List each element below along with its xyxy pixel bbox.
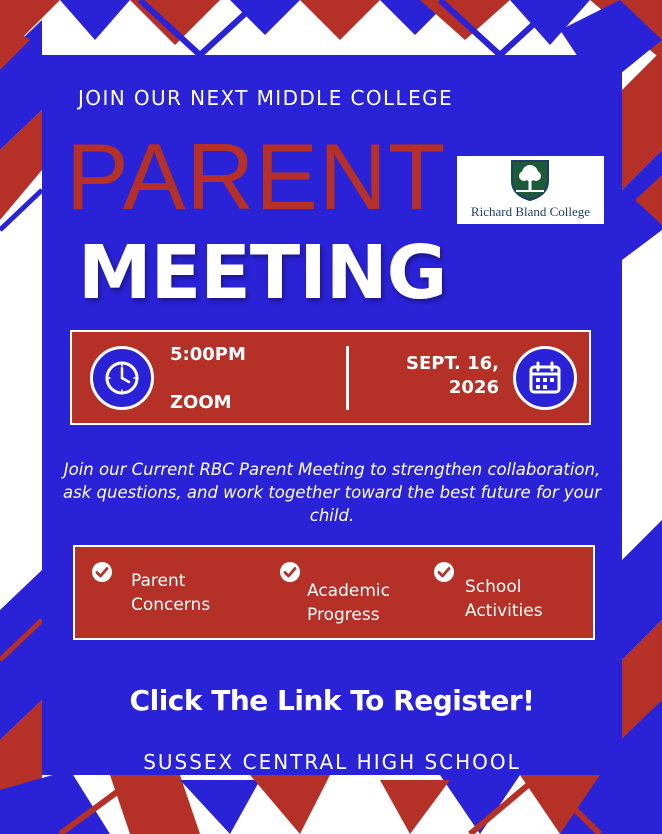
topic-label: School Activities [465, 577, 543, 621]
school-name: SUSSEX CENTRAL HIGH SCHOOL [143, 750, 521, 774]
title-meeting: MEETING [78, 230, 447, 316]
event-location: ZOOM [170, 392, 232, 413]
event-date: SEPT. 16, 2026 [406, 353, 499, 398]
title-parent: PARENT [66, 124, 447, 229]
checkmark-icon [91, 561, 113, 583]
event-time: 5:00PM [170, 344, 246, 365]
info-divider [346, 346, 349, 410]
topics-box [73, 545, 595, 640]
checkmark-icon [279, 561, 301, 583]
college-logo-text: Richard Bland College [470, 204, 591, 219]
topic-label: Parent Concerns [131, 571, 211, 615]
college-logo [457, 156, 604, 224]
calendar-icon [513, 346, 577, 410]
college-crest-logo [510, 159, 550, 201]
topic-label: Academic Progress [307, 581, 390, 625]
event-description: Join our Current RBC Parent Meeting to strengthen collaboration, ask questions, and work together toward the best future for your child. [63, 460, 601, 525]
checkmark-icon [433, 561, 455, 583]
kicker-text: JOIN OUR NEXT MIDDLE COLLEGE [78, 86, 454, 110]
event-info-bar [70, 330, 591, 425]
clock-icon [90, 346, 154, 410]
register-link-text[interactable]: Click The Link To Register! [129, 684, 535, 717]
